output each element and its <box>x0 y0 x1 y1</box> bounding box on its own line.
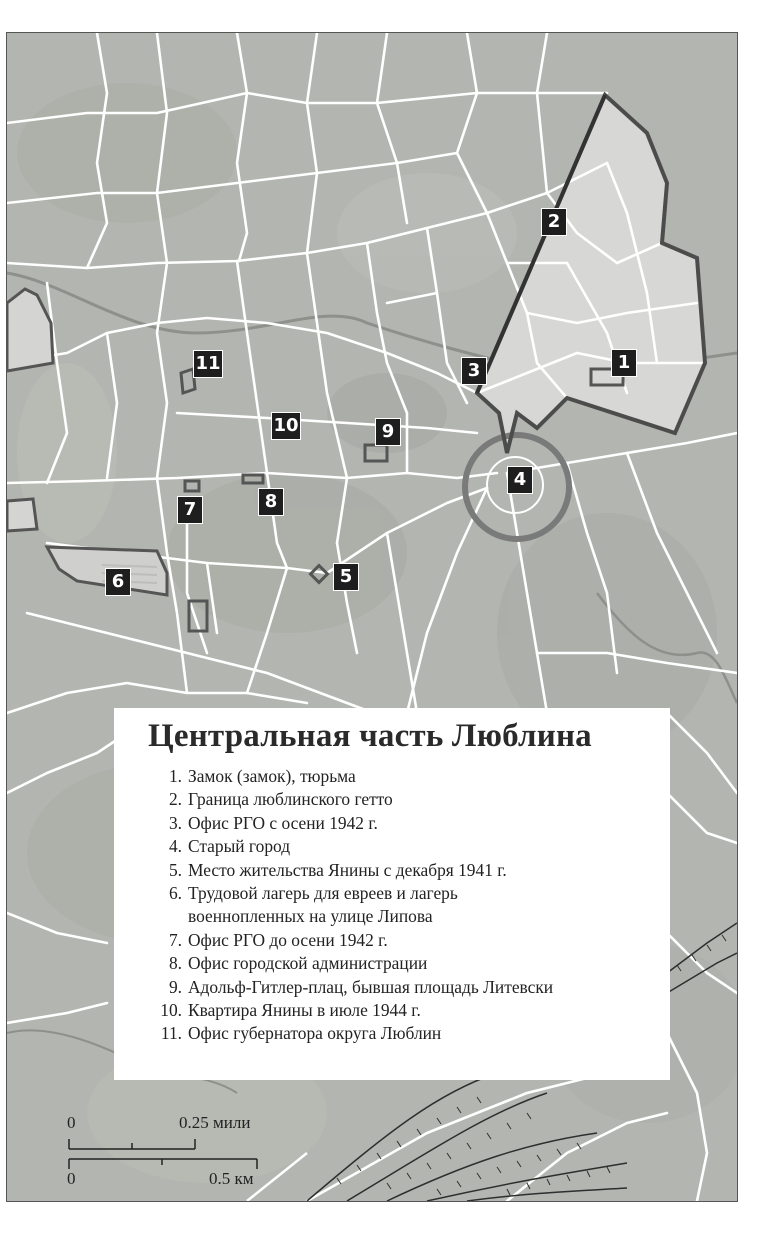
legend-item <box>148 905 656 928</box>
legend-number <box>148 905 188 928</box>
legend-item <box>148 929 656 952</box>
legend-number: 4. <box>168 836 182 857</box>
legend-number: 10. <box>160 1000 182 1021</box>
legend-text: Квартира Янины в июле 1944 г. <box>188 1000 421 1021</box>
marker-5[interactable]: 5 <box>333 563 359 591</box>
legend-item <box>148 812 656 835</box>
legend-number: 9. <box>168 976 182 997</box>
legend-number: 5. <box>168 859 182 880</box>
legend-item <box>148 882 656 905</box>
legend-number: 2. <box>168 789 182 810</box>
legend-box <box>114 708 670 1080</box>
marker-1[interactable]: 1 <box>611 349 637 377</box>
map-title: Центральная часть Люблина <box>148 718 592 754</box>
marker-11[interactable]: 11 <box>193 350 223 378</box>
legend-number: 11. <box>160 1023 182 1044</box>
scale-miles-zero: 0 <box>67 1113 76 1132</box>
scale-bar <box>57 1113 272 1202</box>
legend-text: Офис городской администрации <box>188 953 428 974</box>
marker-4[interactable]: 4 <box>507 466 533 494</box>
marker-8[interactable]: 8 <box>258 488 284 516</box>
marker-3[interactable]: 3 <box>461 357 487 385</box>
marker-7[interactable]: 7 <box>177 496 203 524</box>
legend-list <box>148 765 656 1046</box>
scale-km-zero: 0 <box>67 1169 76 1188</box>
legend-item <box>148 765 656 788</box>
marker-9[interactable]: 9 <box>375 418 401 446</box>
scale-km-label: 0.5 км <box>209 1169 254 1188</box>
west-area-mid <box>7 499 37 531</box>
legend-item <box>148 788 656 811</box>
legend-number: 1. <box>168 766 182 786</box>
marker-10[interactable]: 10 <box>271 412 301 440</box>
legend-item <box>148 1022 656 1045</box>
legend-item <box>148 976 656 999</box>
legend-item <box>148 835 656 858</box>
legend-text: Трудовой лагерь для евреев и лагерь <box>188 883 458 904</box>
map-frame <box>6 32 738 1202</box>
legend-item <box>148 859 656 882</box>
legend-text: Старый город <box>188 836 291 857</box>
marker-6[interactable]: 6 <box>105 568 131 596</box>
legend-number: 8. <box>168 953 182 974</box>
marker-2[interactable]: 2 <box>541 208 567 236</box>
legend-number: 7. <box>168 929 182 950</box>
legend-text: Граница люблинского гетто <box>188 789 393 810</box>
legend-text: военнопленных на улице Липова <box>188 906 433 927</box>
legend-text: Офис губернатора округа Люблин <box>188 1023 442 1044</box>
legend-text: Место жительства Янины с декабря 1941 г. <box>188 859 507 880</box>
legend-item <box>148 999 656 1022</box>
legend-text: Замок (замок), тюрьма <box>188 766 356 786</box>
legend-number: 3. <box>168 812 182 833</box>
scale-miles-label: 0.25 мили <box>179 1113 251 1132</box>
legend-item <box>148 952 656 975</box>
legend-number: 6. <box>168 883 182 904</box>
legend-text: Офис РГО с осени 1942 г. <box>188 812 378 833</box>
legend-text: Адольф-Гитлер-плац, бывшая площадь Литевски <box>188 976 554 997</box>
legend-text: Офис РГО до осени 1942 г. <box>188 929 388 950</box>
